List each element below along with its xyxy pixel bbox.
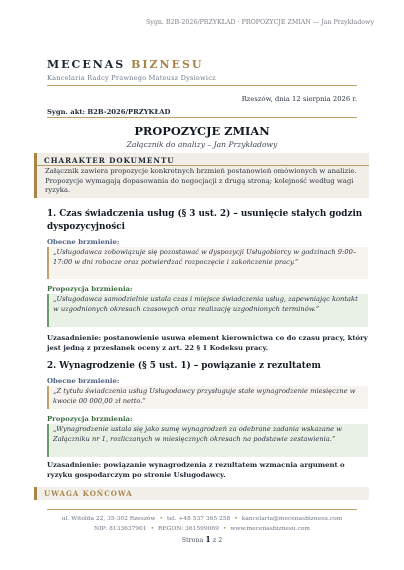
section-2-heading: 2. Wynagrodzenie (§ 5 ust. 1) – powiązanie z rezultatem [47, 361, 321, 371]
page-number [0, 534, 404, 544]
section-1-proposal-label: Propozycja brzmienia: [47, 285, 133, 293]
footer-regon: REGON: 361599069 [158, 526, 219, 532]
page-of: z [212, 537, 217, 544]
footer-divider [47, 509, 357, 510]
section-1-current-text: „Usługodawca zobowiązuje się pozostawać w dyspozycji Usługobiorcy w godzinach 9:00–17:00 w dni robocze oraz potwierdzać rozpoczęcie i zakończenie pracy.” [47, 247, 368, 279]
section-1-heading: 1. Czas świadczenia usług (§ 3 ust. 2) – usunięcie stałych godzin dyspozycyjności [47, 209, 363, 232]
footer-separator: • [159, 516, 163, 522]
footer-email[interactable]: kancelaria@mecenasbiznesu.com [241, 516, 343, 522]
firm-logo [47, 58, 204, 71]
final-note-heading: UWAGA KOŃCOWA [44, 489, 133, 498]
footer-address: ul. Witolda 22, 35-302 Rzeszów [61, 516, 156, 522]
footer-phone[interactable]: tel. +48 537 365 258 [167, 516, 231, 522]
page-total: 2 [218, 537, 223, 544]
character-heading: CHARAKTER DOKUMENTU [44, 156, 175, 165]
page-word: Strona [181, 537, 204, 544]
document-character-box [34, 153, 369, 198]
section-2-proposal-text: „Wynagrodzenie ustala się jako sumę wynagrodzeń za odebrane zadania wskazane w Załączniku nr 1, rozliczanych w miesięcznych okresach na podstawie zestawienia.” [47, 424, 368, 457]
section-2-justification: Uzasadnienie: powiązanie wynagrodzenia z rezultatem wzmacnia argument o ryzyku gospodarczym po stronie Usługodawcy. [47, 461, 345, 479]
reference-divider [47, 117, 357, 118]
section-2-current-label: Obecne brzmienie: [47, 377, 120, 385]
section-1-justification: Uzasadnienie: postanowienie usuwa element kierownictwa co do czasu pracy, który jest jedną z przesłanek oceny z art. 22 § 1 Kodeksu pracy. [47, 334, 368, 352]
document-title: PROPOZYCJE ZMIAN [134, 124, 270, 138]
case-reference: Sygn. akt: B2B-2026/PRZYKŁAD [47, 108, 171, 116]
character-text: Załącznik zawiera propozycje konkretnych brzmień postanowień omówionych w analizie. Propozycje wymagają dopasowania do negocjacji z drugą stroną; kolejność według wagi ryzyka. [45, 167, 357, 194]
section-2-current-text: „Z tytułu świadczenia usług Usługodawcy przysługuje stałe wynagrodzenie miesięczne w kwocie 00 000,00 zł netto.” [47, 386, 368, 409]
firm-name-part2: BIZNESU [131, 58, 204, 71]
footer-separator: • [150, 526, 155, 532]
page-current: 1 [205, 534, 211, 544]
running-header: Sygn. B2B-2026/PRZYKŁAD · PROPOZYCJE ZMIAN — Jan Przykładowy [145, 19, 374, 26]
section-2-proposal-label: Propozycja brzmienia: [47, 415, 133, 423]
document-subtitle: Załącznik do analizy – Jan Przykładowy [126, 140, 278, 149]
final-note-box [34, 487, 369, 500]
firm-name-part1: MECENAS [47, 58, 126, 71]
header-divider [47, 85, 357, 86]
footer-registry-line [0, 526, 404, 532]
firm-subtitle: Kancelaria Radcy Prawnego Mateusz Dysiewicz [47, 74, 216, 82]
footer-contact-line [0, 516, 404, 522]
place-date: Rzeszów, dnia 12 sierpnia 2026 r. [241, 95, 357, 103]
footer-nip: NIP: 8133637901 [93, 526, 147, 532]
character-divider [37, 165, 369, 166]
footer-separator: • [234, 516, 238, 522]
section-1-proposal-text: „Usługodawca samodzielnie ustala czas i miejsce świadczenia usług, zapewniając kontakt w uzgodnionych okresach czasowych oraz realizację uzgodnionych terminów.” [47, 294, 368, 327]
footer-separator: • [222, 526, 227, 532]
footer-website[interactable]: www.mecenasbiznesu.com [230, 526, 310, 532]
section-1-current-label: Obecne brzmienie: [47, 238, 120, 246]
